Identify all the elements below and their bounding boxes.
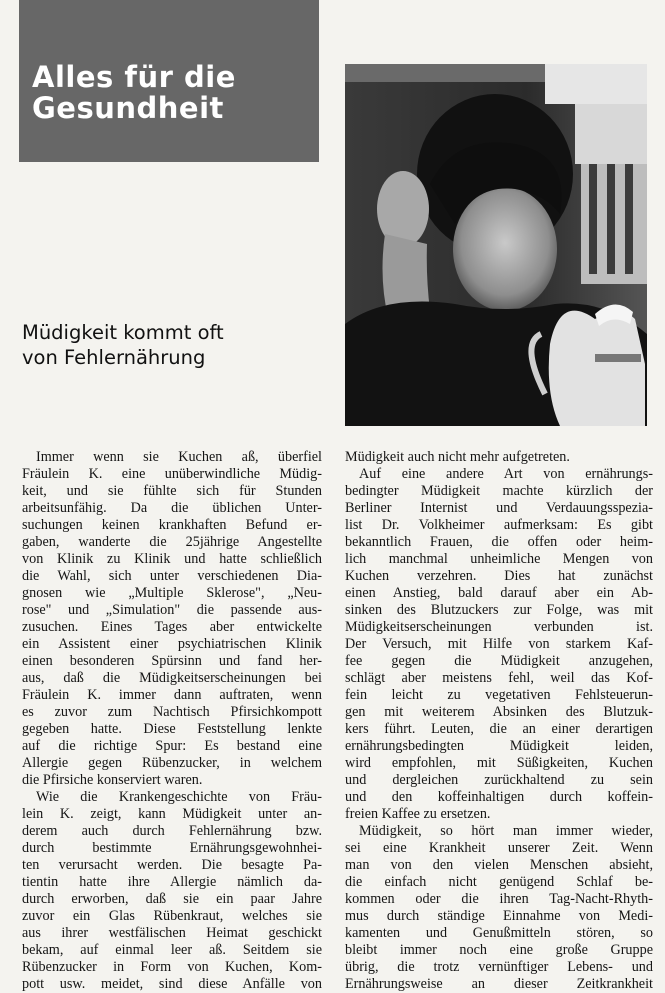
text-line: Kuchen verzehren. Dies hat zunächst — [345, 568, 653, 584]
text-line: fee gegen die Müdigkeit anzugehen, — [345, 653, 653, 669]
text-line: die Wahl, sich unter verschiedenen Dia- — [22, 568, 322, 584]
text-line: bleibt immer noch eine große Gruppe — [345, 942, 653, 958]
text-line: Fräulein K. immer dann auftraten, wenn — [22, 687, 322, 703]
text-line: mus durch ständige Einnahme von Medi- — [345, 908, 653, 924]
text-line: kamenten und Genußmitteln stören, so — [345, 925, 653, 941]
text-line: pott usw. meidet, sind diese Anfälle von — [22, 976, 322, 992]
text-line: und dergleichen zurückhaltend zu sein — [345, 772, 653, 788]
text-line: man von den vielen Menschen absieht, — [345, 857, 653, 873]
text-line: aus, daß die Müdigkeitserscheinungen bei — [22, 670, 322, 686]
text-line: ein Assistent einer psychiatrischen Klinik — [22, 636, 322, 652]
text-line: Ernährungsweise an dieser Zeitkrankheit — [345, 976, 653, 992]
text-line: von Klinik zu Klinik und hatte schließlich — [22, 551, 322, 567]
text-line: einen Anstieg, bald darauf aber ein Ab- — [345, 585, 653, 601]
text-line: bedingter Müdigkeit machte kürzlich der — [345, 483, 653, 499]
text-line: durch erworben, daß sie ein paar Jahre — [22, 891, 322, 907]
text-line: Auf eine andere Art von ernährungs- — [359, 466, 653, 482]
text-line: ernährungsbedingten Müdigkeit leiden, — [345, 738, 653, 754]
text-line: Immer wenn sie Kuchen aß, überfiel — [36, 449, 322, 465]
text-line: auf die richtige Spur: Es bestand eine — [22, 738, 322, 754]
text-line: schlägt aber meistens fehl, weil das Kof- — [345, 670, 653, 686]
article-subtitle — [22, 320, 224, 370]
article-column-left — [22, 449, 322, 993]
text-line: Fräulein K. eine unüberwindliche Müdig- — [22, 466, 322, 482]
text-line: durch bestimmte Ernährungsgewohnhei- — [22, 840, 322, 856]
text-line: und den koffeinhaltigen durch koffein- — [345, 789, 653, 805]
text-line: bekanntlich Frauen, die offen oder heim- — [345, 534, 653, 550]
text-line: list Dr. Volkheimer aufmerksam: Es gibt — [345, 517, 653, 533]
text-line: zuvor ein Glas Rübenkraut, welches sie — [22, 908, 322, 924]
text-line: einen besonderen Spürsinn und fand her- — [22, 653, 322, 669]
article-subtitle-line-2: von Fehlernährung — [22, 346, 206, 369]
text-line: zusuchen. Eines Tages aber entwickelte — [22, 619, 322, 635]
text-line: kommen oder die ihren Tag-Nacht-Rhyth- — [345, 891, 653, 907]
text-line: bekam, auf einmal leer aß. Seitdem sie — [22, 942, 322, 958]
text-line: freien Kaffee zu ersetzen. — [345, 806, 491, 822]
text-line: keit, und sie fühlte sich für Stunden — [22, 483, 322, 499]
text-line: die Pfirsiche konserviert waren. — [22, 772, 203, 788]
text-line: Müdigkeit auch nicht mehr aufgetreten. — [345, 449, 570, 465]
header-banner — [19, 0, 319, 162]
text-line: Allergie gegen Rübenzucker, in welchem — [22, 755, 322, 771]
text-line: sei eine Krankheit unserer Zeit. Wenn — [345, 840, 653, 856]
section-title-line-1: Alles für die — [32, 60, 236, 94]
text-line: kers führt. Leuten, die an einer derartigen — [345, 721, 653, 737]
text-line: suchungen keinen krankhaften Befund er- — [22, 517, 322, 533]
text-line: aus ihrer westfälischen Heimat geschickt — [22, 925, 322, 941]
article-subtitle-line-1: Müdigkeit kommt oft — [22, 321, 224, 344]
text-line: fein leicht zu vegetativen Fehlsteuerun- — [345, 687, 653, 703]
text-line: übrig, die trotz vernünftiger Lebens- und — [345, 959, 653, 975]
text-line: Müdigkeit, so hört man immer wieder, — [359, 823, 653, 839]
article-photo — [345, 64, 647, 426]
article-column-right — [345, 449, 653, 993]
text-line: gaben, wanderte die 25jährige Angestellte — [22, 534, 322, 550]
woman-photo-image — [345, 64, 647, 426]
text-line: es zuvor zum Nachtisch Pfirsichkompott — [22, 704, 322, 720]
text-line: Berliner Internist und Verdauungsspezia- — [345, 500, 653, 516]
text-line: lich manchmal unheimliche Mengen von — [345, 551, 653, 567]
text-line: arbeitsunfähig. Da die üblichen Unter- — [22, 500, 322, 516]
text-line: Wie die Krankengeschichte von Fräu- — [36, 789, 322, 805]
text-line: derem auch durch Fehlernährung bzw. — [22, 823, 322, 839]
text-line: Der Versuch, mit Hilfe von starkem Kaf- — [345, 636, 653, 652]
text-line: Müdigkeitserscheinungen verbunden ist. — [345, 619, 653, 635]
text-line: gnosen wie „Multiple Sklerose", „Neu- — [22, 585, 322, 601]
text-line: rose" und „Simulation" die passende aus- — [22, 602, 322, 618]
text-line: die einfach nicht genügend Schlaf be- — [345, 874, 653, 890]
section-title — [32, 62, 236, 124]
text-line: lein K. zeigt, kann Müdigkeit unter an- — [22, 806, 322, 822]
text-line: tientin hatte ihre Allergie nämlich da- — [22, 874, 322, 890]
text-line: Rübenzucker in Form von Kuchen, Kom- — [22, 959, 322, 975]
text-line: gen mit weiterem Absinken des Blutzuk- — [345, 704, 653, 720]
section-title-line-2: Gesundheit — [32, 91, 224, 125]
text-line: sinken des Blutzuckers zur Folge, was mit — [345, 602, 653, 618]
text-line: wird empfohlen, mit Süßigkeiten, Kuchen — [345, 755, 653, 771]
text-line: gegeben hatte. Diese Feststellung lenkte — [22, 721, 322, 737]
text-line: ten verursacht werden. Die besagte Pa- — [22, 857, 322, 873]
